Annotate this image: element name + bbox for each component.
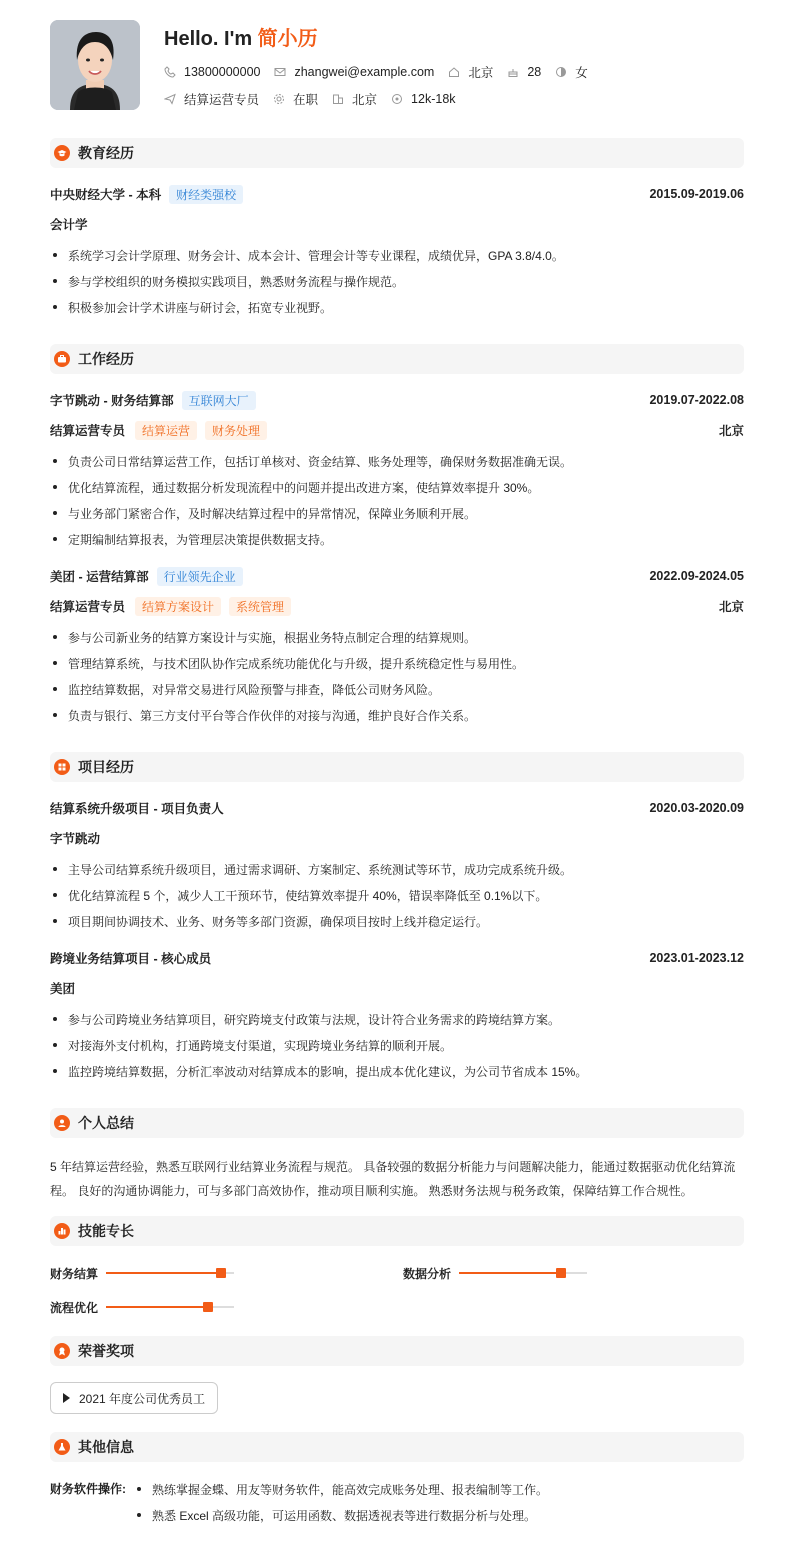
location: 北京 [468,66,494,80]
project-title: 跨境业务结算项目 - 核心成员 [50,952,212,966]
skill-fill [459,1272,561,1274]
list-item: 参与公司新业务的结算方案设计与实施，根据业务特点制定合理的结算规则。 [50,629,744,646]
list-item: 与业务部门紧密合作，及时解决结算过程中的异常情况，保障业务顺利开展。 [50,505,744,522]
phone-icon [164,66,176,78]
education-date: 2015.09-2019.06 [649,187,744,201]
project-org-row [50,979,744,997]
section-title: 项目经历 [78,759,134,775]
list-item: 负责与银行、第三方支付平台等合作伙伴的对接与沟通，维护良好合作关系。 [50,707,744,724]
role-title: 结算运营专员 [50,600,126,614]
company-name: 美团 - 运营结算部 [50,570,149,584]
section-title: 工作经历 [78,351,134,367]
major: 会计学 [50,218,88,232]
list-item: 熟练掌握金蝶、用友等财务软件，能高效完成账务处理、报表编制等工作。 [134,1481,548,1498]
list-item: 定期编制结算报表，为管理层决策提供数据支持。 [50,531,744,548]
section-skills-header [50,1216,744,1246]
target-city: 北京 [352,93,378,107]
email: zhangwei@example.com [294,65,435,79]
briefcase-icon [57,354,67,364]
section-title: 教育经历 [78,145,134,161]
company-tag: 行业领先企业 [157,567,243,586]
section-projects-header [50,752,744,782]
project-title-row [50,799,744,817]
role-tag: 结算运营 [135,421,197,440]
phone: 13800000000 [184,65,261,79]
gender-icon [555,66,567,78]
role-tag: 结算方案设计 [135,597,221,616]
mail-icon [274,66,286,78]
coin-icon [391,93,403,105]
list-item: 系统学习会计学原理、财务会计、成本会计、管理会计等专业课程，成绩优异，GPA 3.8/4.0。 [50,247,744,264]
list-item: 参与公司跨境业务结算项目，研究跨境支付政策与法规，设计符合业务需求的跨境结算方案。 [50,1011,744,1028]
role-title: 结算运营专员 [50,424,126,438]
list-item: 管理结算系统，与技术团队协作完成系统功能优化与升级，提升系统稳定性与易用性。 [50,655,744,672]
role-tag: 系统管理 [229,597,291,616]
work-company-row [50,391,744,409]
home-icon [448,66,460,78]
skill-knob [216,1268,226,1278]
summary-text: 5 年结算运营经验，熟悉互联网行业结算业务流程与规范。 具备较强的数据分析能力与问题解决能力，能通过数据驱动优化结算流程。 良好的沟通协调能力，可与多部门高效协作，推动项目顺利实施。 熟悉财务法规与税务政策，保障结算工作合规性。 [50,1160,736,1198]
list-item: 对接海外支付机构，打通跨境支付渠道，实现跨境业务结算的顺利开展。 [50,1037,744,1054]
education-school-row [50,185,744,203]
list-item: 主导公司结算系统升级项目，通过需求调研、方案制定、系统测试等环节，成功完成系统升级。 [50,861,744,878]
job-status: 在职 [293,93,319,107]
other-label: 财务软件操作: [50,1482,126,1496]
job-row [164,90,470,108]
list-item: 熟悉 Excel 高级功能，可运用函数、数据透视表等进行数据分析与处理。 [134,1507,536,1524]
skill-name: 数据分析 [403,1266,452,1281]
project-org: 字节跳动 [50,832,101,846]
company-tag: 互联网大厂 [182,391,256,410]
education-major-row [50,215,744,233]
section-other-header [50,1432,744,1462]
section-title: 荣誉奖项 [78,1343,134,1359]
list-item: 参与学校组织的财务模拟实践项目，熟悉财务流程与操作规范。 [50,273,744,290]
work-date: 2022.09-2024.05 [649,569,744,583]
resume-header [50,20,744,110]
project-date: 2023.01-2023.12 [649,951,744,965]
work-date: 2019.07-2022.08 [649,393,744,407]
section-awards-header [50,1336,744,1366]
skill-fill [106,1272,221,1274]
company-name: 字节跳动 - 财务结算部 [50,394,174,408]
section-work-header [50,344,744,374]
skill-bar [106,1272,234,1274]
list-item: 优化结算流程，通过数据分析发现流程中的问题并提出改进方案，使结算效率提升 30%。 [50,479,744,496]
section-title: 个人总结 [78,1115,134,1131]
award-toggle-button[interactable] [50,1382,218,1414]
bar-chart-icon [57,1226,67,1236]
list-item: 优化结算流程 5 个，减少人工干预环节，使结算效率提升 40%，错误率降低至 0.1%以下。 [50,887,744,904]
section-education-header [50,138,744,168]
user-icon [57,1118,67,1128]
section-title: 技能专长 [78,1223,134,1239]
section-title: 其他信息 [78,1439,134,1455]
skill-knob [203,1302,213,1312]
project-org-row [50,829,744,847]
award-icon [57,1346,67,1356]
contact-row [164,63,602,81]
grid-icon [57,762,67,772]
school-tag: 财经类强校 [169,185,243,204]
work-role-row [50,421,744,439]
skill-name: 财务结算 [50,1266,99,1281]
section-summary-header [50,1108,744,1138]
skill-item [50,1298,234,1316]
list-item: 监控跨境结算数据，分析汇率波动对结算成本的影响，提出成本优化建议，为公司节省成本 15%。 [50,1063,744,1080]
skill-bar [459,1272,587,1274]
candidate-name: 简小历 [257,28,318,50]
building-icon [332,93,344,105]
skill-knob [556,1268,566,1278]
role-tag: 财务处理 [205,421,267,440]
page-title: Hello. I'm 简小历 [164,28,318,50]
list-item: 项目期间协调技术、业务、财务等多部门资源，确保项目按时上线并稳定运行。 [50,913,744,930]
list-item: 积极参加会计学术讲座与研讨会，拓宽专业视野。 [50,299,744,316]
send-icon [164,93,176,105]
work-location: 北京 [718,424,744,438]
project-date: 2020.03-2020.09 [649,801,744,815]
project-title-row [50,949,744,967]
skill-item [50,1264,234,1282]
age-icon [507,66,519,78]
project-title: 结算系统升级项目 - 项目负责人 [50,802,224,816]
project-org: 美团 [50,982,76,996]
play-icon [63,1393,70,1403]
age: 28 [527,65,542,79]
graduation-cap-icon [57,148,67,158]
work-location: 北京 [718,600,744,614]
list-item: 监控结算数据，对异常交易进行风险预警与排查，降低公司财务风险。 [50,681,744,698]
work-company-row [50,567,744,585]
list-item: 负责公司日常结算运营工作，包括订单核对、资金结算、账务处理等，确保财务数据准确无误。 [50,453,744,470]
gear-icon [273,93,285,105]
salary: 12k-18k [411,92,456,106]
skill-name: 流程优化 [50,1300,99,1315]
skill-item [403,1264,587,1282]
award-item: 2021 年度公司优秀员工 [79,1391,206,1406]
avatar [50,20,140,110]
skill-bar [106,1306,234,1308]
school-name: 中央财经大学 - 本科 [50,188,162,202]
job-title: 结算运营专员 [184,93,260,107]
gender: 女 [575,66,588,80]
flask-icon [57,1442,67,1452]
work-role-row [50,597,744,615]
skill-fill [106,1306,208,1308]
